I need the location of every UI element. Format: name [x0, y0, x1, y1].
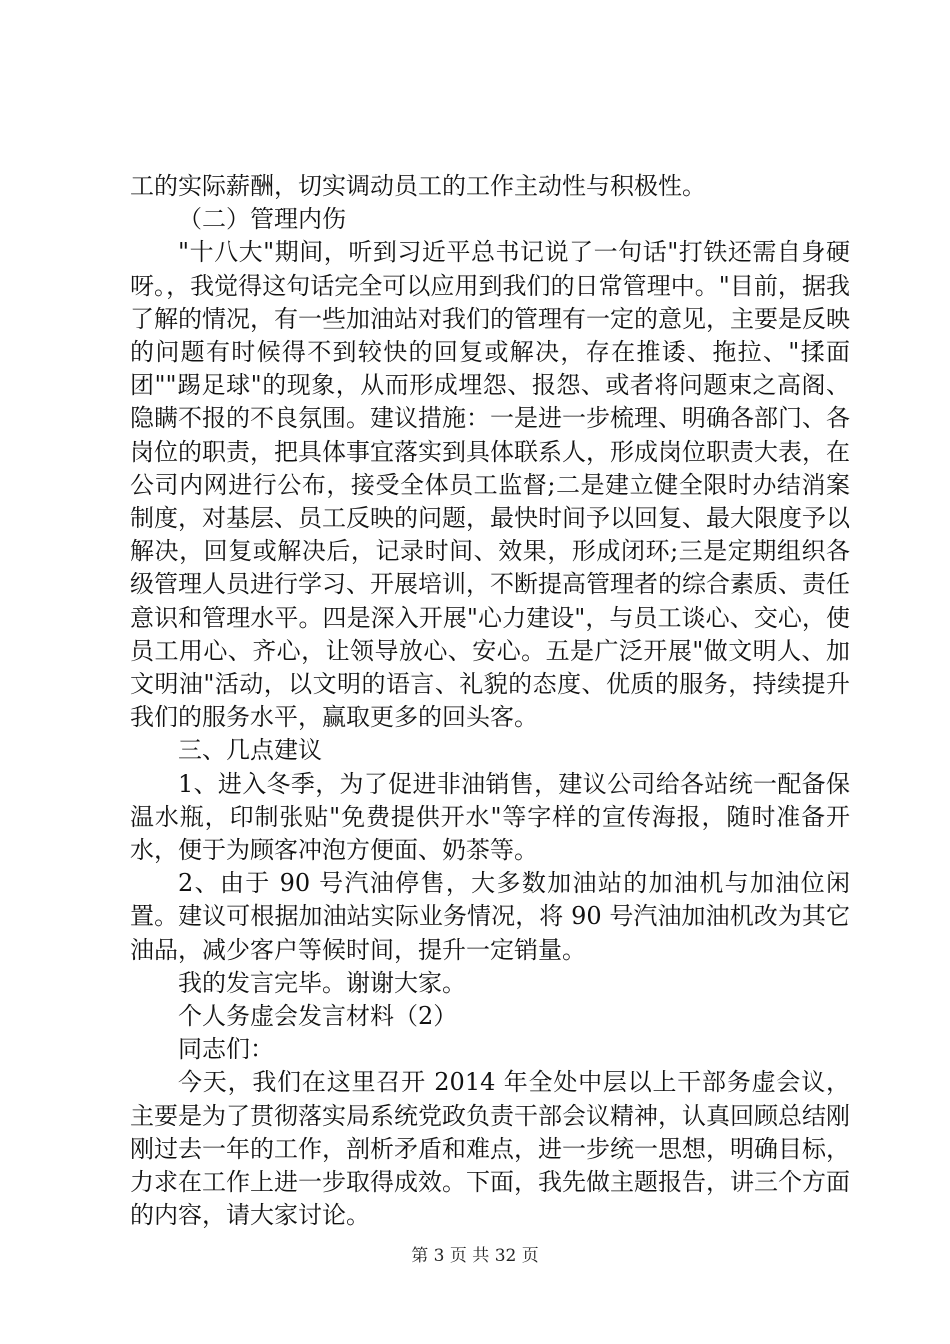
paragraph: 工的实际薪酬，切实调动员工的工作主动性与积极性。: [130, 172, 706, 200]
salutation: 同志们：: [178, 1035, 274, 1064]
paragraph: 1、进入冬季，为了促进非油销售，建议公司给各站统一配备保温水瓶，印制张贴"免费提供开水"等字样的宣传海报，随时准备开水，便于为顾客冲泡方便面、奶茶等。: [130, 769, 850, 865]
paragraph: "十八大"期间，听到习近平总书记说了一句话"打铁还需自身硬呀。，我觉得这句话完全可以应用到我们的日常管理中。"目前，据我了解的情况，有一些加油站对我们的管理有一定的意见，主要是反映的问题有时候得不到较快的回复或解决，存在推诿、拖拉、"揉面团""踢足球"的现象，从而形成埋怨、报怨、或者将问题束之高阁、隐瞒不报的不良氛围。建议措施：一是进一步梳理、明确各部门、各岗位的职责，把具体事宜落实到具体联系人，形成岗位职责大表，在公司内网进行公布，接受全体员工监督;二是建立健全限时办结消案制度，对基层、员工反映的问题，最快时间予以回复、最大限度予以解决，回复或解决后，记录时间、效果，形成闭环;三是定期组织各级管理人员进行学习、开展培训，不断提高管理者的综合素质、责任意识和管理水平。四是深入开展"心力建设"，与员工谈心、交心，使员工用心、齐心，让领导放心、安心。五是广泛开展"做文明人、加文明油"活动，以文明的语言、礼貌的态度、优质的服务，持续提升我们的服务水平，赢取更多的回头客。: [130, 238, 850, 732]
paragraph: 2、由于 90 号汽油停售，大多数加油站的加油机与加油位闲置。建议可根据加油站实际业务情况，将 90 号汽油加油机改为其它油品，减少客户等候时间，提升一定销量。: [130, 869, 850, 964]
section-heading: 三、几点建议: [178, 736, 322, 765]
paragraph: 今天，我们在这里召开 2014 年全处中层以上干部务虚会议，主要是为了贯彻落实局系统党政负责干部会议精神，认真回顾总结刚刚过去一年的工作，剖析矛盾和难点，进一步统一思想，明确目标，力求在工作上进一步取得成效。下面，我先做主题报告，讲三个方面的内容，请大家讨论。: [130, 1068, 850, 1230]
document-body: [130, 170, 850, 1233]
page-footer: 第 3 页 共 32 页: [411, 1246, 539, 1266]
paragraph: 我的发言完毕。谢谢大家。: [178, 968, 466, 997]
section-heading: （二）管理内伤: [178, 205, 346, 234]
document-title: 个人务虚会发言材料（2）: [178, 1002, 458, 1031]
